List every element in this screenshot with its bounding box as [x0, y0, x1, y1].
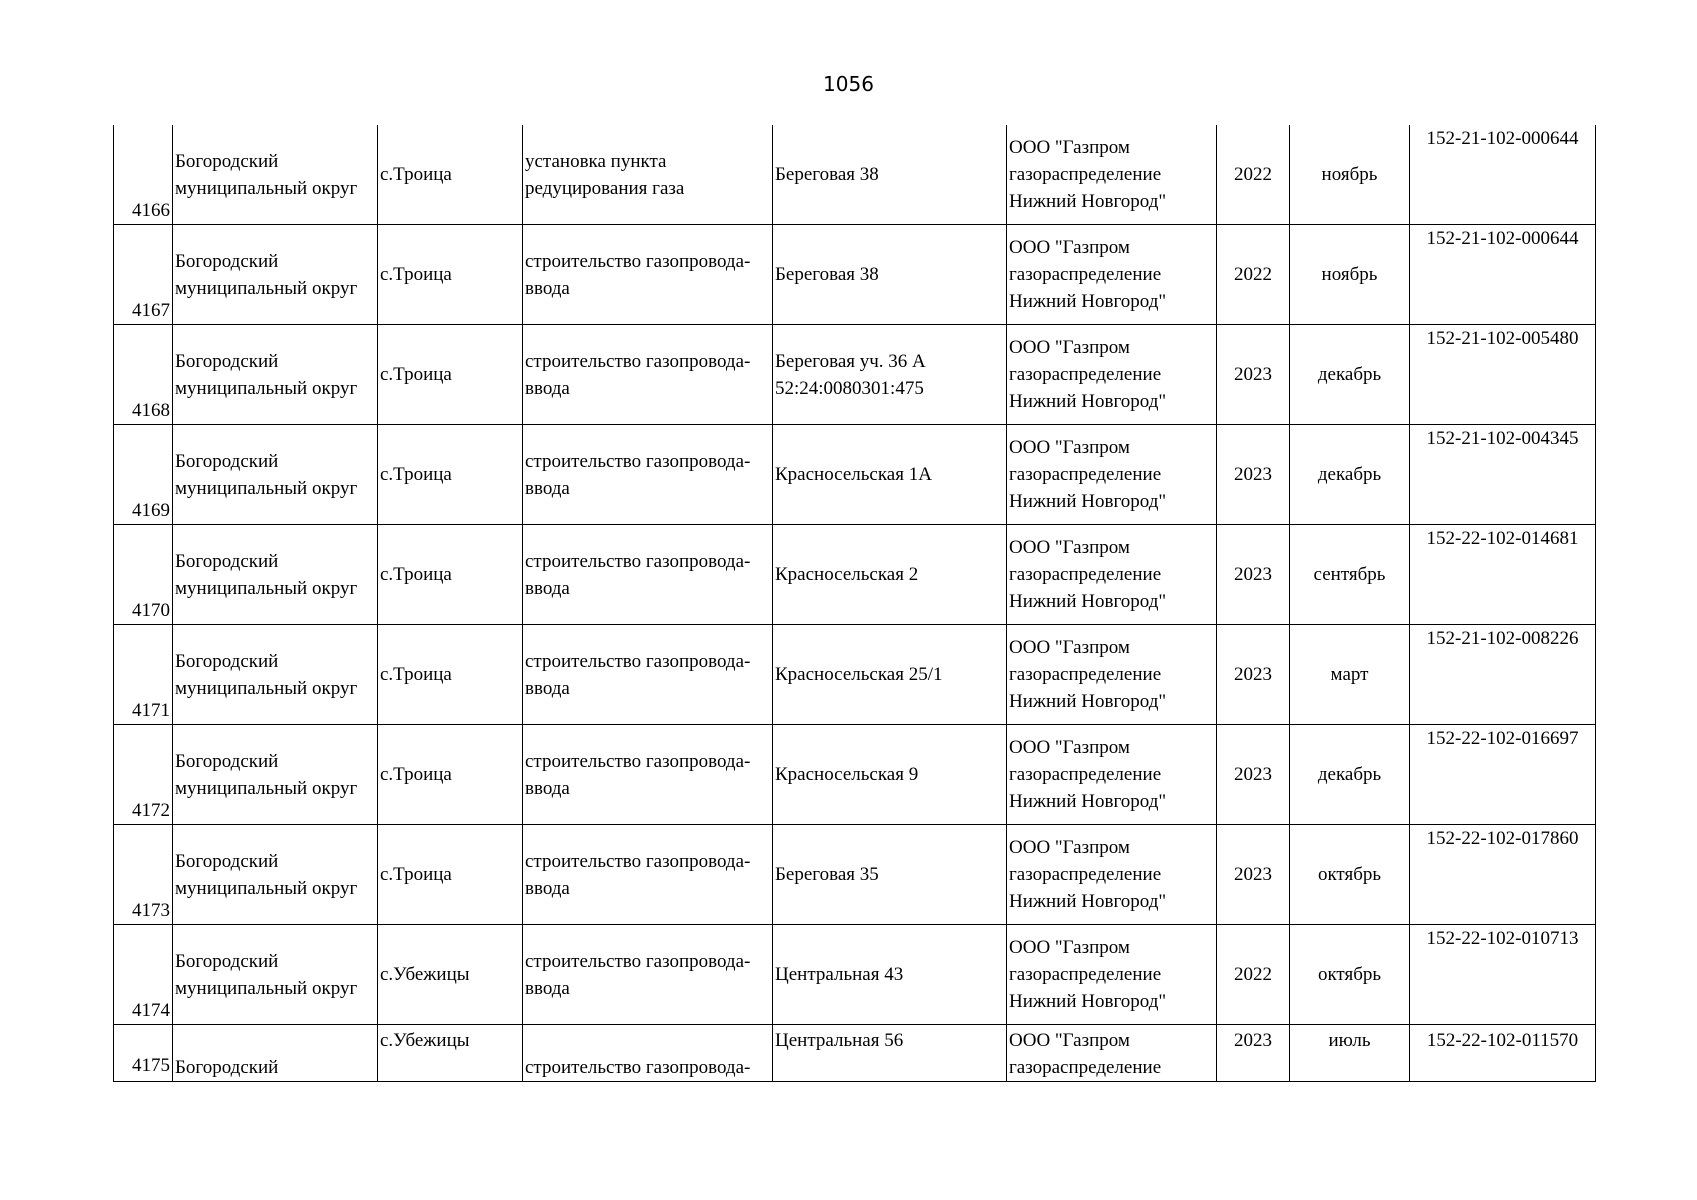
organization-cell: ООО "Газпром газораспределение	[1007, 1025, 1217, 1082]
address-cell: Красносельская 2	[773, 525, 1007, 625]
work-type-cell: строительство газопровода-ввода	[523, 525, 773, 625]
work-type-cell: строительство газопровода-ввода	[523, 425, 773, 525]
work-type-cell: строительство газопровода-ввода	[523, 625, 773, 725]
month-cell: декабрь	[1290, 725, 1410, 825]
district-cell: Богородский муниципальный округ	[173, 225, 378, 325]
district-cell: Богородский муниципальный округ	[173, 425, 378, 525]
row-number: 4167	[114, 225, 173, 325]
row-number: 4173	[114, 825, 173, 925]
district-cell: Богородский муниципальный округ	[173, 625, 378, 725]
row-number: 4171	[114, 625, 173, 725]
table-row	[114, 225, 1596, 325]
settlement-cell: с.Троица	[378, 425, 523, 525]
settlement-cell: с.Троица	[378, 225, 523, 325]
registration-number-cell: 152-21-102-008226	[1410, 625, 1596, 725]
registration-number-cell: 152-21-102-005480	[1410, 325, 1596, 425]
row-number: 4175	[114, 1025, 173, 1082]
month-cell: ноябрь	[1290, 225, 1410, 325]
settlement-cell: с.Троица	[378, 825, 523, 925]
district-cell: Богородский муниципальный округ	[173, 825, 378, 925]
settlement-cell: с.Троица	[378, 325, 523, 425]
address-cell: Береговая 35	[773, 825, 1007, 925]
year-cell: 2022	[1217, 225, 1290, 325]
district-cell: Богородский муниципальный округ	[173, 725, 378, 825]
work-type-cell: строительство газопровода-ввода	[523, 725, 773, 825]
organization-cell: ООО "Газпром газораспределение Нижний Новгород"	[1007, 225, 1217, 325]
page-number: 1056	[823, 72, 874, 96]
address-cell: Береговая 38	[773, 125, 1007, 225]
month-cell: ноябрь	[1290, 125, 1410, 225]
registration-number-cell: 152-22-102-016697	[1410, 725, 1596, 825]
address-cell: Береговая 38	[773, 225, 1007, 325]
table-body	[114, 125, 1596, 1082]
settlement-cell: с.Троица	[378, 125, 523, 225]
row-number: 4170	[114, 525, 173, 625]
district-cell: Богородский муниципальный округ	[173, 125, 378, 225]
month-cell: сентябрь	[1290, 525, 1410, 625]
work-type-cell: строительство газопровода-ввода	[523, 825, 773, 925]
year-cell: 2023	[1217, 725, 1290, 825]
registration-number-cell: 152-22-102-017860	[1410, 825, 1596, 925]
year-cell: 2023	[1217, 625, 1290, 725]
organization-cell: ООО "Газпром газораспределение Нижний Новгород"	[1007, 825, 1217, 925]
month-cell: октябрь	[1290, 825, 1410, 925]
registration-number-cell: 152-21-102-004345	[1410, 425, 1596, 525]
registration-number-cell: 152-22-102-011570	[1410, 1025, 1596, 1082]
year-cell: 2023	[1217, 425, 1290, 525]
organization-cell: ООО "Газпром газораспределение Нижний Новгород"	[1007, 125, 1217, 225]
work-type-cell: строительство газопровода-	[523, 1025, 773, 1082]
settlement-cell: с.Троица	[378, 525, 523, 625]
registration-number-cell: 152-21-102-000644	[1410, 125, 1596, 225]
address-cell: Центральная 43	[773, 925, 1007, 1025]
address-cell: Красносельская 9	[773, 725, 1007, 825]
year-cell: 2023	[1217, 525, 1290, 625]
table-row	[114, 625, 1596, 725]
organization-cell: ООО "Газпром газораспределение Нижний Новгород"	[1007, 625, 1217, 725]
row-number: 4172	[114, 725, 173, 825]
table-row	[114, 1025, 1596, 1082]
settlement-cell: с.Убежицы	[378, 1025, 523, 1082]
year-cell: 2022	[1217, 925, 1290, 1025]
row-number: 4174	[114, 925, 173, 1025]
row-number: 4168	[114, 325, 173, 425]
table-row	[114, 325, 1596, 425]
address-cell: Красносельская 25/1	[773, 625, 1007, 725]
district-cell: Богородский	[173, 1025, 378, 1082]
year-cell: 2023	[1217, 325, 1290, 425]
organization-cell: ООО "Газпром газораспределение Нижний Новгород"	[1007, 525, 1217, 625]
work-type-cell: установка пункта редуцирования газа	[523, 125, 773, 225]
address-cell: Береговая уч. 36 А 52:24:0080301:475	[773, 325, 1007, 425]
table-row	[114, 725, 1596, 825]
work-type-cell: строительство газопровода-ввода	[523, 325, 773, 425]
work-type-cell: строительство газопровода-ввода	[523, 225, 773, 325]
month-cell: октябрь	[1290, 925, 1410, 1025]
address-cell: Красносельская 1А	[773, 425, 1007, 525]
year-cell: 2023	[1217, 825, 1290, 925]
work-type-cell: строительство газопровода-ввода	[523, 925, 773, 1025]
district-cell: Богородский муниципальный округ	[173, 325, 378, 425]
registration-number-cell: 152-22-102-010713	[1410, 925, 1596, 1025]
district-cell: Богородский муниципальный округ	[173, 925, 378, 1025]
year-cell: 2023	[1217, 1025, 1290, 1082]
registration-number-cell: 152-22-102-014681	[1410, 525, 1596, 625]
row-number: 4169	[114, 425, 173, 525]
settlement-cell: с.Троица	[378, 725, 523, 825]
month-cell: декабрь	[1290, 325, 1410, 425]
address-cell: Центральная 56	[773, 1025, 1007, 1082]
gasification-table	[113, 125, 1596, 1082]
settlement-cell: с.Троица	[378, 625, 523, 725]
month-cell: июль	[1290, 1025, 1410, 1082]
table-row	[114, 425, 1596, 525]
registration-number-cell: 152-21-102-000644	[1410, 225, 1596, 325]
table-row	[114, 925, 1596, 1025]
table-row	[114, 525, 1596, 625]
organization-cell: ООО "Газпром газораспределение Нижний Новгород"	[1007, 925, 1217, 1025]
month-cell: декабрь	[1290, 425, 1410, 525]
table-row	[114, 825, 1596, 925]
row-number: 4166	[114, 125, 173, 225]
organization-cell: ООО "Газпром газораспределение Нижний Новгород"	[1007, 425, 1217, 525]
district-cell: Богородский муниципальный округ	[173, 525, 378, 625]
table-row	[114, 125, 1596, 225]
month-cell: март	[1290, 625, 1410, 725]
year-cell: 2022	[1217, 125, 1290, 225]
organization-cell: ООО "Газпром газораспределение Нижний Новгород"	[1007, 725, 1217, 825]
organization-cell: ООО "Газпром газораспределение Нижний Новгород"	[1007, 325, 1217, 425]
settlement-cell: с.Убежицы	[378, 925, 523, 1025]
